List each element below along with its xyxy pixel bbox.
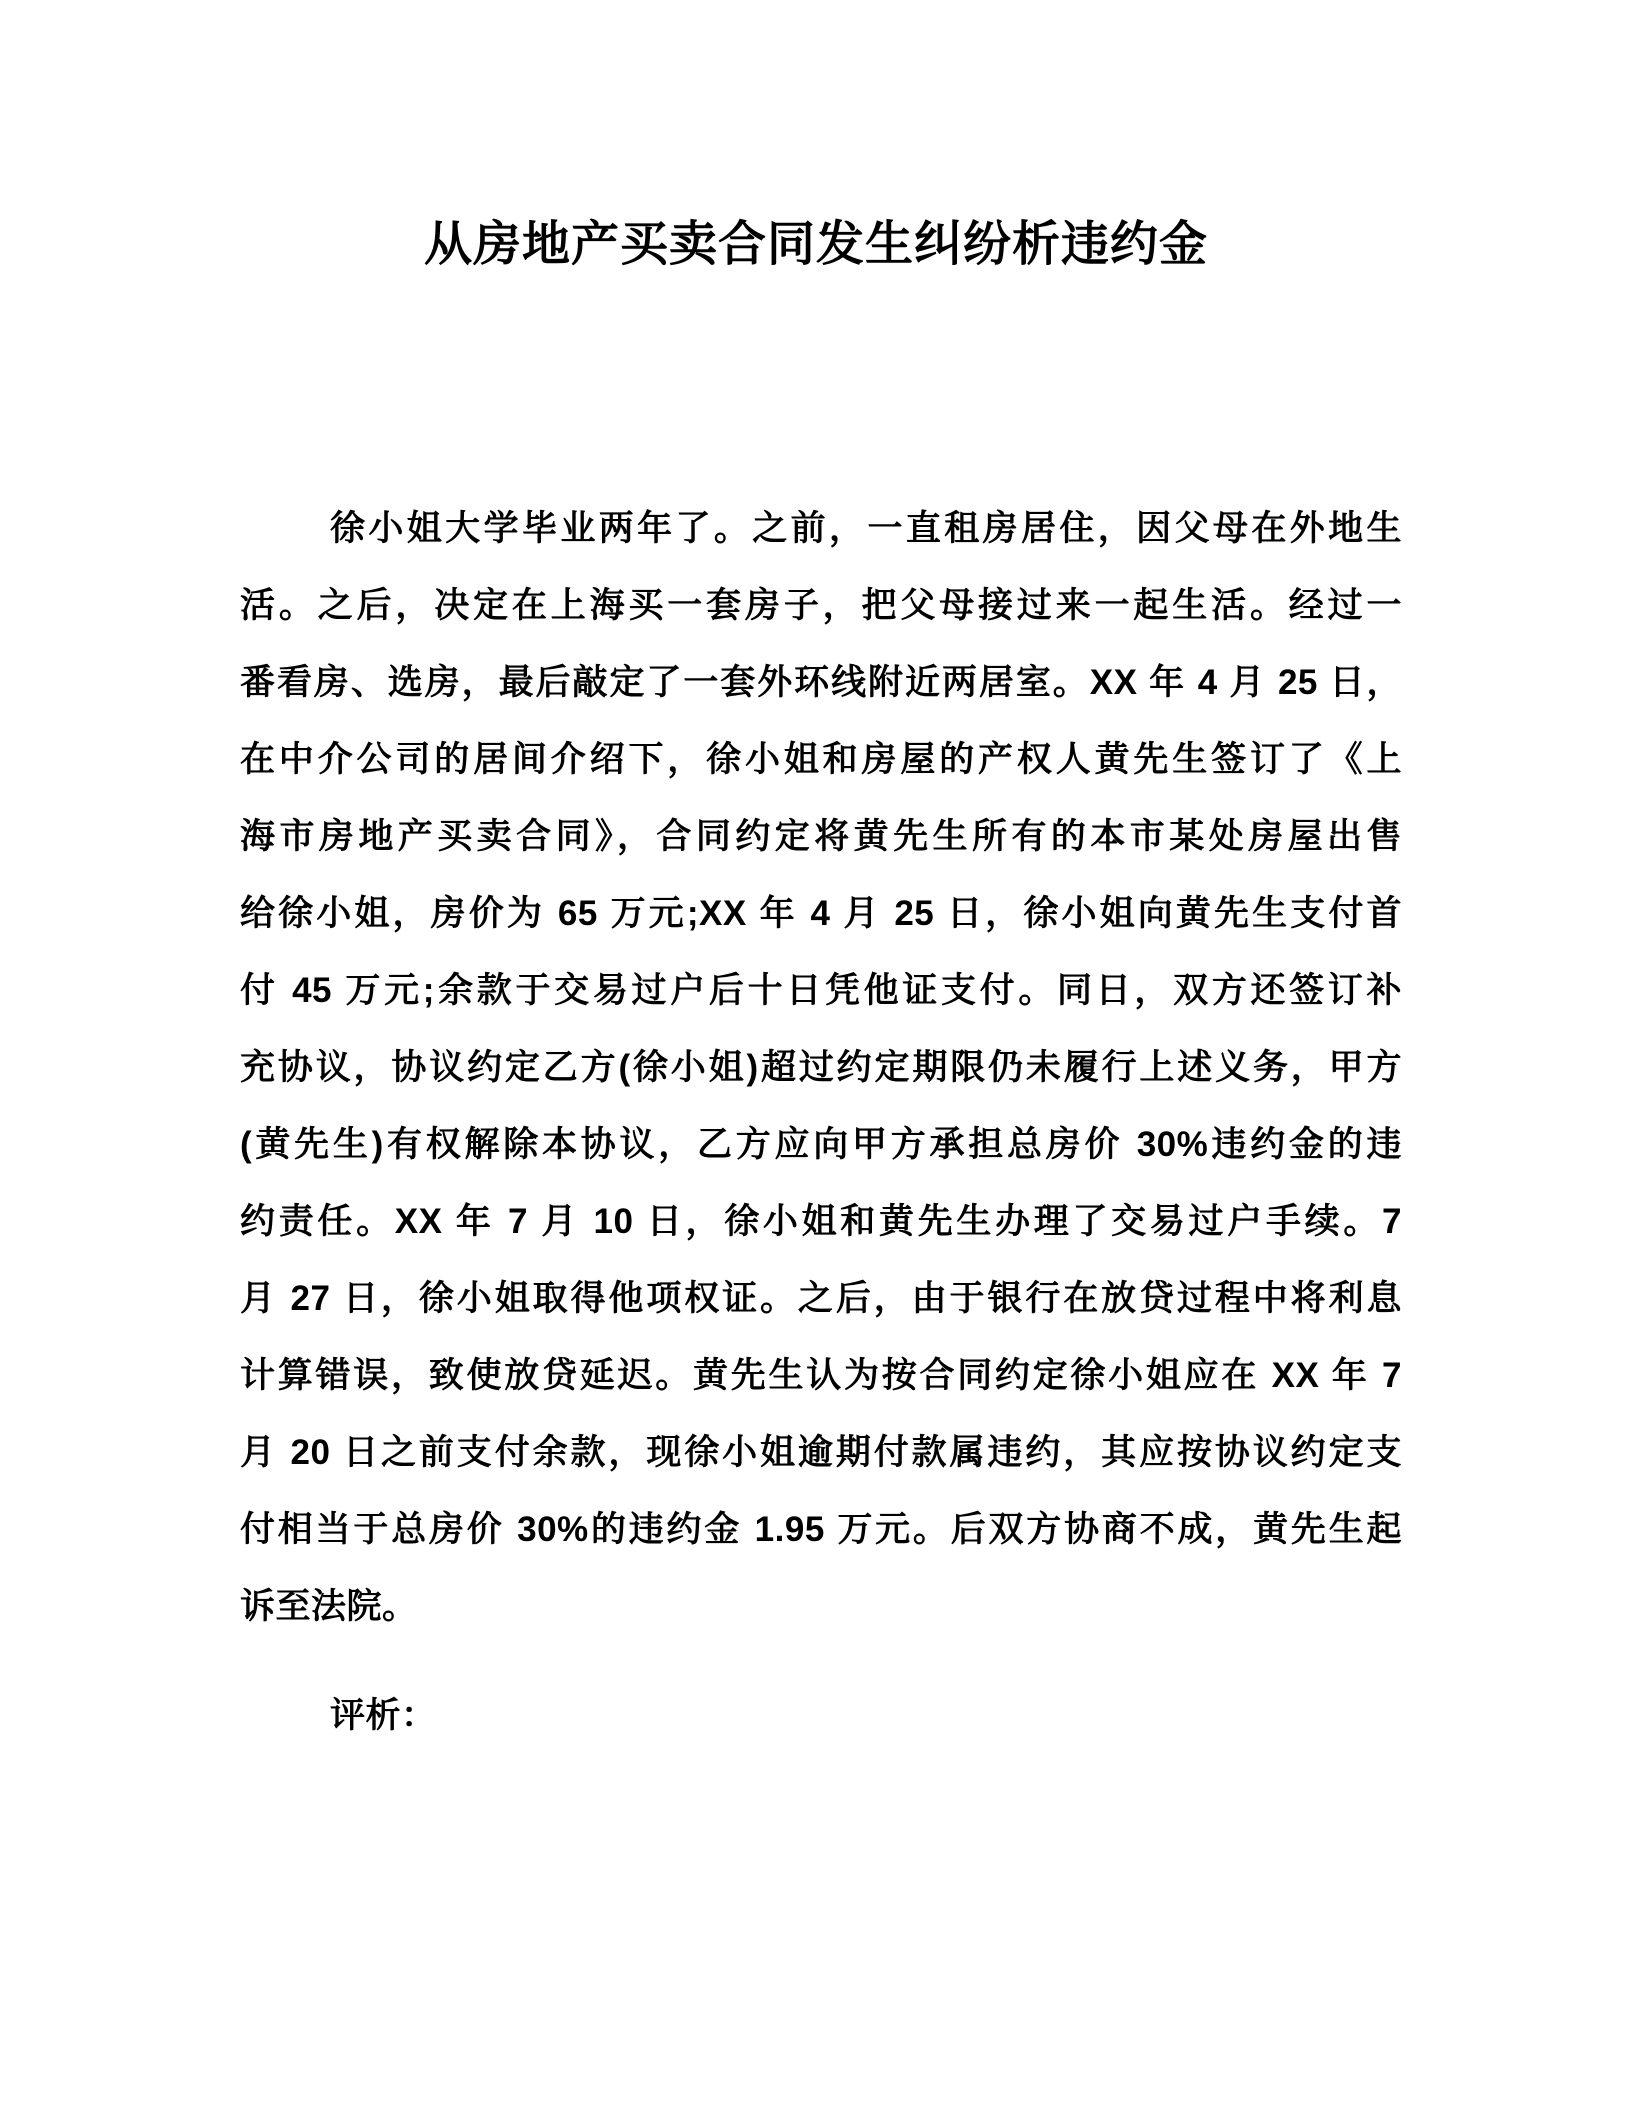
- body-line: 付 45 万元;余款于交易过户后十日凭他证支付。同日，双方还签订补: [240, 971, 1402, 1010]
- body-line: 徐小姐大学毕业两年了。之前，一直租房居住，因父母在外地生: [330, 509, 1402, 548]
- paragraph: [240, 1677, 1402, 1754]
- body-line: 番看房、选房，最后敲定了一套外环线附近两居室。XX 年 4 月 25 日，: [240, 663, 1402, 702]
- body-line: 约责任。XX 年 7 月 10 日，徐小姐和黄先生办理了交易过户手续。7: [240, 1202, 1402, 1241]
- body-line: 给徐小姐，房价为 65 万元;XX 年 4 月 25 日，徐小姐向黄先生支付首: [240, 894, 1402, 933]
- body-line: 月 20 日之前支付余款，现徐小姐逾期付款属违约，其应按协议约定支: [240, 1433, 1402, 1472]
- body-line: 计算错误，致使放贷延迟。黄先生认为按合同约定徐小姐应在 XX 年 7: [240, 1356, 1402, 1395]
- body-line: 在中介公司的居间介绍下，徐小姐和房屋的产权人黄先生签订了《上: [240, 740, 1402, 779]
- body-line: 充协议，协议约定乙方(徐小姐)超过约定期限仍未履行上述义务，甲方: [240, 1048, 1402, 1087]
- body-line: 评析：: [330, 1696, 437, 1735]
- body-line: 诉至法院。: [240, 1587, 418, 1626]
- paragraph: [240, 490, 1402, 1645]
- body-line: 月 27 日，徐小姐取得他项权证。之后，由于银行在放贷过程中将利息: [240, 1279, 1402, 1318]
- body-line: (黄先生)有权解除本协议，乙方应向甲方承担总房价 30%违约金的违: [240, 1125, 1402, 1164]
- body-line: 活。之后，决定在上海买一套房子，把父母接过来一起生活。经过一: [240, 586, 1402, 625]
- body-line: 海市房地产买卖合同》，合同约定将黄先生所有的本市某处房屋出售: [240, 817, 1402, 856]
- document-body: [240, 490, 1402, 1754]
- document-title: 从房地产买卖合同发生纠纷析违约金: [423, 218, 1208, 271]
- body-line: 付相当于总房价 30%的违约金 1.95 万元。后双方协商不成，黄先生起: [240, 1510, 1402, 1549]
